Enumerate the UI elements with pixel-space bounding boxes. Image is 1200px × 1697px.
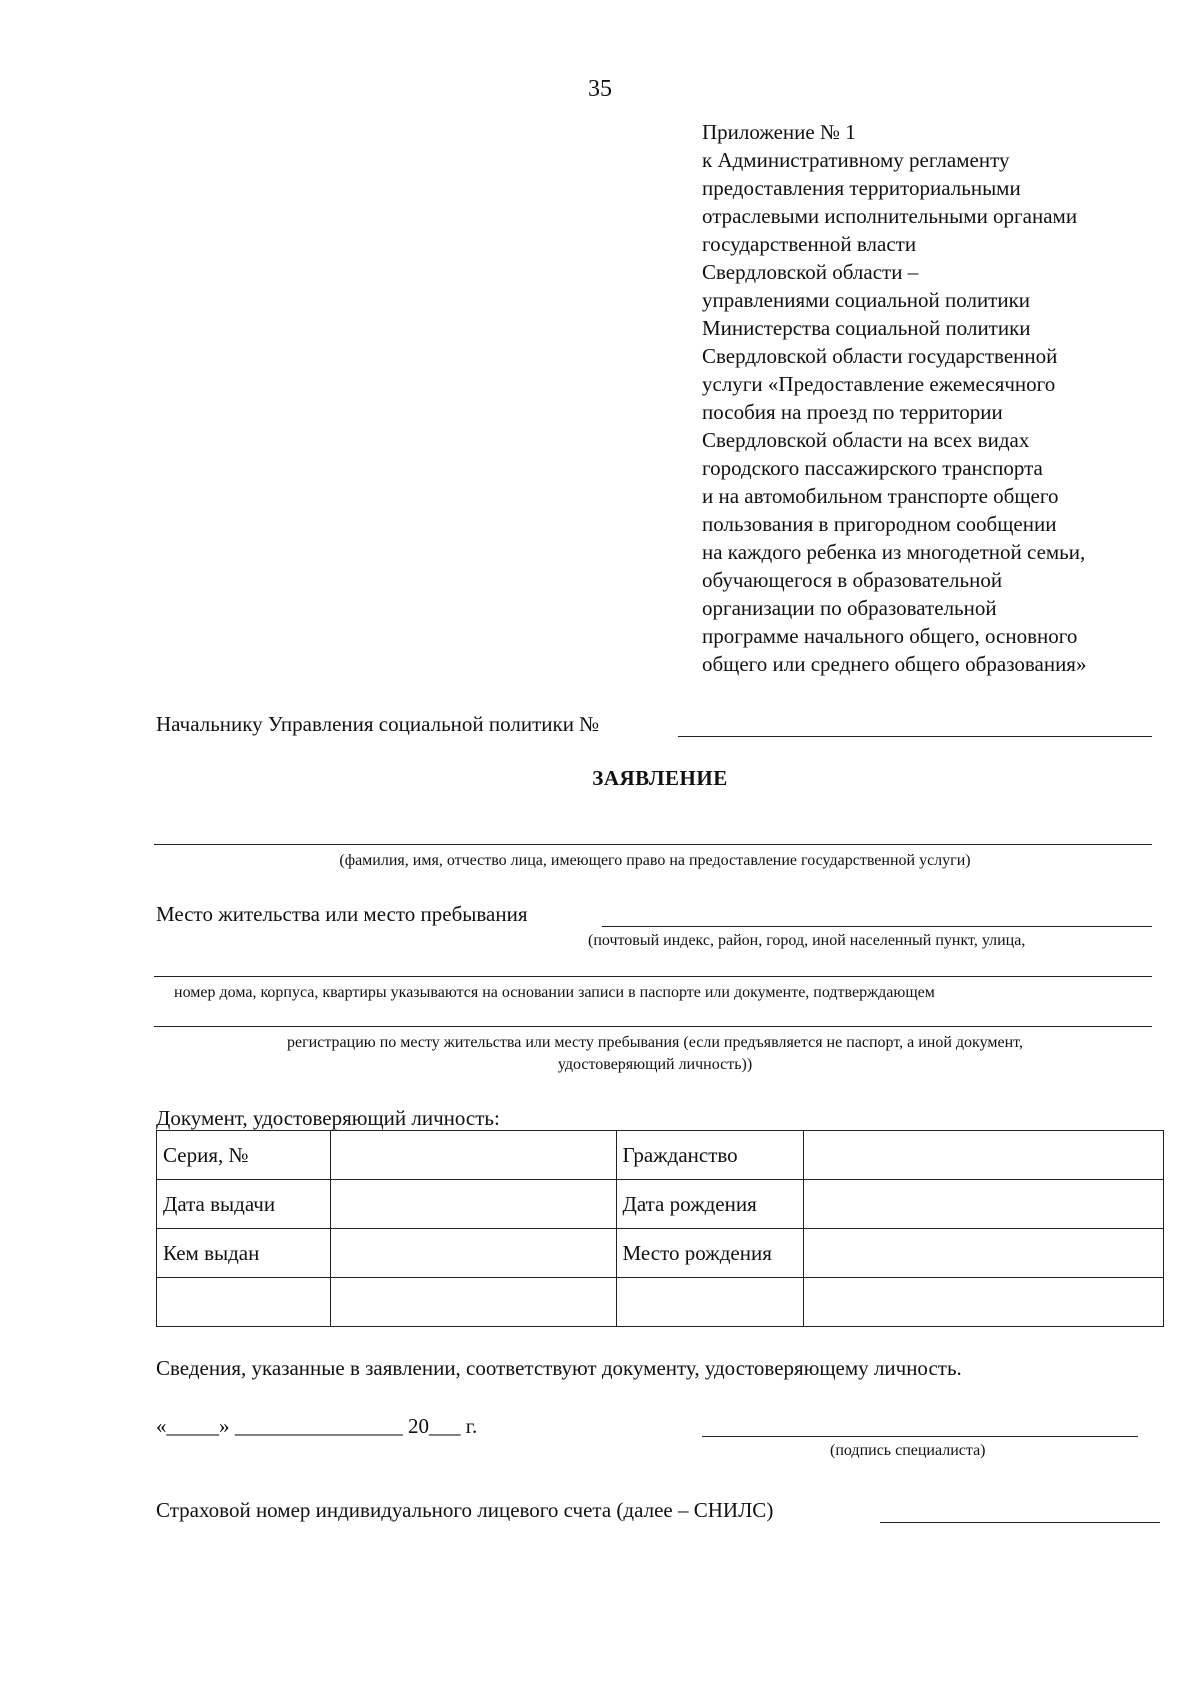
addressee-label: Начальнику Управления социальной политики № [156,712,600,736]
id-document-label: Документ, удостоверяющий личность: [156,1106,500,1130]
table-cell[interactable] [804,1278,1164,1327]
appendix-line: и на автомобильном транспорте общего [702,484,1059,508]
appendix-line: пособия на проезд по территории [702,400,1003,424]
residence-field[interactable] [602,926,1152,927]
fio-hint: (фамилия, имя, отчество лица, имеющего право на предоставление государственной услуги) [339,852,971,869]
snils-label: Страховой номер индивидуального лицевого счета (далее – СНИЛС) [156,1498,774,1522]
signature-field[interactable] [702,1436,1138,1437]
table-cell: Серия, № [157,1131,331,1180]
table-row [157,1229,1164,1278]
residence-field-2[interactable] [154,976,1152,977]
confirmation-text: Сведения, указанные в заявлении, соответствуют документу, удостоверяющему личность. [156,1356,962,1380]
appendix-line: на каждого ребенка из многодетной семьи, [702,540,1086,564]
date-line[interactable]: «_____» ________________ 20___ г. [156,1414,478,1438]
appendix-line: Свердловской области государственной [702,344,1058,368]
appendix-line: пользования в пригородном сообщении [702,512,1057,536]
residence-hint-4: удостоверяющий личность)) [557,1056,753,1073]
table-cell: Дата выдачи [157,1180,331,1229]
appendix-line: общего или среднего общего образования» [702,652,1087,676]
appendix-line: городского пассажирского транспорта [702,456,1043,480]
series-number-input[interactable] [330,1131,616,1180]
page-number: 35 [588,76,612,102]
table-row [157,1278,1164,1327]
appendix-line: управлениями социальной политики [702,288,1031,312]
appendix-line: государственной власти [702,232,917,256]
table-cell: Место рождения [616,1229,804,1278]
citizenship-input[interactable] [804,1131,1164,1180]
residence-hint-2: номер дома, корпуса, квартиры указываются на основании записи в паспорте или документе, подтверждающем [174,984,935,1001]
appendix-line: Свердловской области на всех видах [702,428,1030,452]
appendix-line: обучающегося в образовательной [702,568,1003,592]
appendix-line: Свердловской области – [702,260,919,284]
table-cell[interactable] [330,1278,616,1327]
issued-by-input[interactable] [330,1229,616,1278]
table-cell: Дата рождения [616,1180,804,1229]
birth-date-input[interactable] [804,1180,1164,1229]
document-title: ЗАЯВЛЕНИЕ [592,766,728,790]
residence-hint-1: (почтовый индекс, район, город, иной населенный пункт, улица, [588,932,1026,949]
issue-date-input[interactable] [330,1180,616,1229]
residence-field-3[interactable] [154,1026,1152,1027]
appendix-line: Министерства социальной политики [702,316,1031,340]
signature-hint: (подпись специалиста) [830,1442,986,1459]
snils-field[interactable] [880,1522,1160,1523]
table-row [157,1180,1164,1229]
fio-field[interactable] [154,844,1152,845]
addressee-field[interactable] [678,736,1152,737]
table-cell[interactable] [616,1278,804,1327]
appendix-line: Приложение № 1 [702,120,856,144]
residence-hint-3: регистрацию по месту жительства или месту пребывания (если предъявляется не паспорт, а иной документ, [287,1034,1023,1051]
appendix-header [702,118,1086,678]
table-cell: Гражданство [616,1131,804,1180]
appendix-line: программе начального общего, основного [702,624,1078,648]
id-document-table [156,1130,1164,1327]
appendix-line: отраслевыми исполнительными органами [702,204,1078,228]
table-cell: Кем выдан [157,1229,331,1278]
birth-place-input[interactable] [804,1229,1164,1278]
residence-label: Место жительства или место пребывания [156,902,528,926]
appendix-line: к Административному регламенту [702,148,1010,172]
table-row [157,1131,1164,1180]
appendix-line: услуги «Предоставление ежемесячного [702,372,1056,396]
appendix-line: предоставления территориальными [702,176,1021,200]
appendix-line: организации по образовательной [702,596,997,620]
table-cell[interactable] [157,1278,331,1327]
